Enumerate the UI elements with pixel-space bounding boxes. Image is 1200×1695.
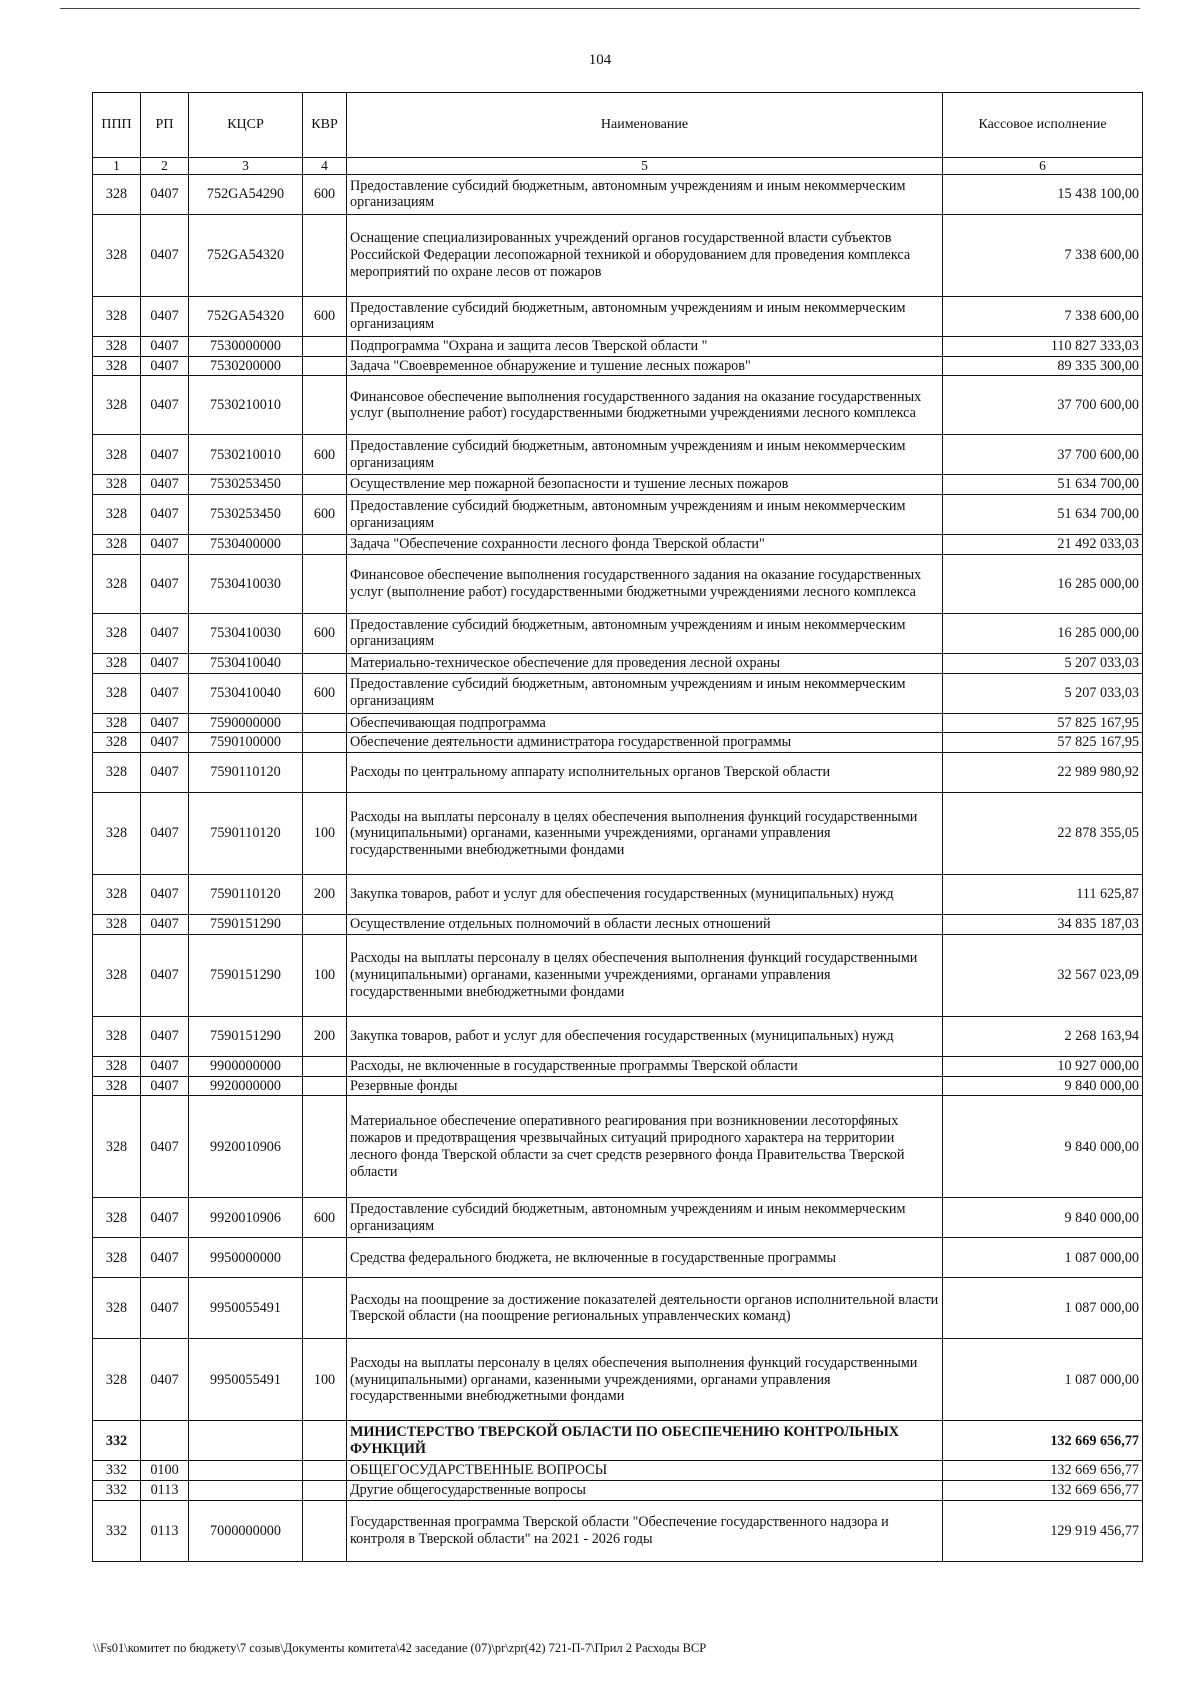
cell-kcsr bbox=[189, 1461, 303, 1481]
cell-kcsr: 7530253450 bbox=[189, 495, 303, 535]
cell-name: Расходы на выплаты персоналу в целях обеспечения выполнения функций государственными (муниципальными) органами, казенными учреждениями, органами управления государственными внебюджетными фондами bbox=[347, 1339, 943, 1421]
cell-kcsr: 9920000000 bbox=[189, 1076, 303, 1096]
cell-kcsr: 9900000000 bbox=[189, 1056, 303, 1076]
cell-name: Расходы на выплаты персоналу в целях обеспечения выполнения функций государственными (муниципальными) органами, казенными учреждениями, органами управления государственными внебюджетными фондами bbox=[347, 793, 943, 875]
cell-rp: 0407 bbox=[141, 554, 189, 613]
table-row bbox=[93, 753, 1143, 793]
table-row bbox=[93, 1461, 1143, 1481]
cell-amount: 132 669 656,77 bbox=[943, 1421, 1143, 1461]
cell-kvr bbox=[303, 1461, 347, 1481]
cell-kvr bbox=[303, 356, 347, 376]
cell-name: Предоставление субсидий бюджетным, автономным учреждениям и иным некоммерческим организациям bbox=[347, 296, 943, 336]
column-number: 4 bbox=[303, 158, 347, 175]
cell-ppp: 328 bbox=[93, 214, 141, 296]
cell-kcsr: 7590000000 bbox=[189, 713, 303, 733]
cell-rp: 0407 bbox=[141, 296, 189, 336]
cell-kvr: 600 bbox=[303, 1198, 347, 1238]
cell-kcsr: 7590151290 bbox=[189, 1016, 303, 1056]
cell-kcsr: 7530410040 bbox=[189, 653, 303, 673]
cell-name: Обеспечивающая подпрограмма bbox=[347, 713, 943, 733]
cell-rp bbox=[141, 1421, 189, 1461]
cell-ppp: 328 bbox=[93, 793, 141, 875]
cell-ppp: 328 bbox=[93, 554, 141, 613]
cell-rp: 0407 bbox=[141, 475, 189, 495]
cell-kcsr: 7000000000 bbox=[189, 1500, 303, 1561]
cell-name: Финансовое обеспечение выполнения государственного задания на оказание государственных услуг (выполнение работ) государственными бюджетными учреждениями лесного комплекса bbox=[347, 554, 943, 613]
cell-name: МИНИСТЕРСТВО ТВЕРСКОЙ ОБЛАСТИ ПО ОБЕСПЕЧЕНИЮ КОНТРОЛЬНЫХ ФУНКЦИЙ bbox=[347, 1421, 943, 1461]
cell-name: ОБЩЕГОСУДАРСТВЕННЫЕ ВОПРОСЫ bbox=[347, 1461, 943, 1481]
cell-amount: 57 825 167,95 bbox=[943, 733, 1143, 753]
cell-name: Финансовое обеспечение выполнения государственного задания на оказание государственных услуг (выполнение работ) государственными бюджетными учреждениями лесного комплекса bbox=[347, 376, 943, 435]
table-row bbox=[93, 554, 1143, 613]
cell-ppp: 328 bbox=[93, 653, 141, 673]
cell-kcsr: 7590100000 bbox=[189, 733, 303, 753]
cell-ppp: 328 bbox=[93, 1076, 141, 1096]
cell-name: Предоставление субсидий бюджетным, автономным учреждениям и иным некоммерческим организациям bbox=[347, 673, 943, 713]
footer-file-path: \\Fs01\комитет по бюджету\7 созыв\Документы комитета\42 заседание (07)\pr\zpr(42) 721-П-7\Прил 2 Расходы ВСР bbox=[93, 1641, 707, 1655]
table-row bbox=[93, 653, 1143, 673]
cell-kvr: 600 bbox=[303, 673, 347, 713]
cell-kvr bbox=[303, 1481, 347, 1501]
cell-name: Предоставление субсидий бюджетным, автономным учреждениям и иным некоммерческим организациям bbox=[347, 174, 943, 214]
cell-name: Предоставление субсидий бюджетным, автономным учреждениям и иным некоммерческим организациям bbox=[347, 1198, 943, 1238]
table-row bbox=[93, 174, 1143, 214]
cell-name: Другие общегосударственные вопросы bbox=[347, 1481, 943, 1501]
cell-kcsr: 9950055491 bbox=[189, 1278, 303, 1339]
cell-kcsr: 7590110120 bbox=[189, 793, 303, 875]
table-row bbox=[93, 934, 1143, 1016]
cell-kcsr: 7530200000 bbox=[189, 356, 303, 376]
cell-ppp: 328 bbox=[93, 753, 141, 793]
cell-amount: 5 207 033,03 bbox=[943, 673, 1143, 713]
cell-amount: 16 285 000,00 bbox=[943, 613, 1143, 653]
cell-kvr: 600 bbox=[303, 613, 347, 653]
table-row bbox=[93, 1056, 1143, 1076]
budget-table bbox=[92, 92, 1143, 1562]
cell-amount: 132 669 656,77 bbox=[943, 1461, 1143, 1481]
table-row bbox=[93, 214, 1143, 296]
cell-ppp: 328 bbox=[93, 376, 141, 435]
cell-name: Материально-техническое обеспечение для проведения лесной охраны bbox=[347, 653, 943, 673]
cell-amount: 9 840 000,00 bbox=[943, 1096, 1143, 1198]
column-numbers-row bbox=[93, 158, 1143, 175]
cell-amount: 15 438 100,00 bbox=[943, 174, 1143, 214]
header-rp: РП bbox=[141, 93, 189, 158]
column-number: 6 bbox=[943, 158, 1143, 175]
cell-rp: 0407 bbox=[141, 1056, 189, 1076]
table-row bbox=[93, 376, 1143, 435]
table-header-row bbox=[93, 93, 1143, 158]
cell-amount: 32 567 023,09 bbox=[943, 934, 1143, 1016]
cell-kvr: 200 bbox=[303, 1016, 347, 1056]
cell-amount: 1 087 000,00 bbox=[943, 1278, 1143, 1339]
cell-amount: 7 338 600,00 bbox=[943, 296, 1143, 336]
cell-rp: 0407 bbox=[141, 733, 189, 753]
cell-kcsr: 7530410040 bbox=[189, 673, 303, 713]
cell-kvr: 600 bbox=[303, 296, 347, 336]
cell-rp: 0407 bbox=[141, 875, 189, 915]
cell-rp: 0407 bbox=[141, 535, 189, 555]
cell-kcsr: 752GA54320 bbox=[189, 296, 303, 336]
cell-kcsr: 9920010906 bbox=[189, 1198, 303, 1238]
cell-kvr: 600 bbox=[303, 435, 347, 475]
cell-ppp: 328 bbox=[93, 934, 141, 1016]
cell-rp: 0407 bbox=[141, 1016, 189, 1056]
cell-name: Материальное обеспечение оперативного реагирования при возникновении лесоторфяных пожаров и предотвращения чрезвычайных ситуаций природного характера на территории лесного фонда Тверской области за счет средств резервного фонда Правительства Тверской области bbox=[347, 1096, 943, 1198]
cell-rp: 0407 bbox=[141, 753, 189, 793]
table-row bbox=[93, 1500, 1143, 1561]
table-row bbox=[93, 713, 1143, 733]
cell-rp: 0407 bbox=[141, 1096, 189, 1198]
cell-kvr bbox=[303, 1500, 347, 1561]
table-row bbox=[93, 1238, 1143, 1278]
table-row bbox=[93, 915, 1143, 935]
cell-ppp: 328 bbox=[93, 713, 141, 733]
cell-kvr bbox=[303, 535, 347, 555]
cell-amount: 10 927 000,00 bbox=[943, 1056, 1143, 1076]
cell-amount: 129 919 456,77 bbox=[943, 1500, 1143, 1561]
cell-rp: 0407 bbox=[141, 1198, 189, 1238]
table-row bbox=[93, 1096, 1143, 1198]
cell-amount: 132 669 656,77 bbox=[943, 1481, 1143, 1501]
cell-kcsr: 752GA54320 bbox=[189, 214, 303, 296]
header-name: Наименование bbox=[347, 93, 943, 158]
cell-rp: 0407 bbox=[141, 713, 189, 733]
cell-ppp: 328 bbox=[93, 296, 141, 336]
cell-amount: 57 825 167,95 bbox=[943, 713, 1143, 733]
cell-amount: 1 087 000,00 bbox=[943, 1238, 1143, 1278]
cell-ppp: 328 bbox=[93, 435, 141, 475]
table-row bbox=[93, 793, 1143, 875]
cell-ppp: 332 bbox=[93, 1421, 141, 1461]
cell-kcsr: 7530000000 bbox=[189, 336, 303, 356]
cell-kcsr: 7530210010 bbox=[189, 376, 303, 435]
table-row bbox=[93, 475, 1143, 495]
cell-amount: 89 335 300,00 bbox=[943, 356, 1143, 376]
cell-kcsr: 7590110120 bbox=[189, 875, 303, 915]
cell-name: Осуществление мер пожарной безопасности и тушение лесных пожаров bbox=[347, 475, 943, 495]
table-row bbox=[93, 1421, 1143, 1461]
cell-kvr bbox=[303, 713, 347, 733]
cell-amount: 34 835 187,03 bbox=[943, 915, 1143, 935]
cell-kvr bbox=[303, 336, 347, 356]
cell-amount: 37 700 600,00 bbox=[943, 435, 1143, 475]
cell-ppp: 328 bbox=[93, 174, 141, 214]
cell-name: Предоставление субсидий бюджетным, автономным учреждениям и иным некоммерческим организациям bbox=[347, 435, 943, 475]
cell-ppp: 328 bbox=[93, 733, 141, 753]
cell-name: Расходы, не включенные в государственные программы Тверской области bbox=[347, 1056, 943, 1076]
cell-name: Закупка товаров, работ и услуг для обеспечения государственных (муниципальных) нужд bbox=[347, 875, 943, 915]
table-row bbox=[93, 673, 1143, 713]
cell-amount: 7 338 600,00 bbox=[943, 214, 1143, 296]
cell-kcsr: 9950000000 bbox=[189, 1238, 303, 1278]
cell-rp: 0407 bbox=[141, 793, 189, 875]
cell-ppp: 328 bbox=[93, 1278, 141, 1339]
table-row bbox=[93, 613, 1143, 653]
table-row bbox=[93, 296, 1143, 336]
cell-ppp: 332 bbox=[93, 1500, 141, 1561]
table-row bbox=[93, 733, 1143, 753]
table-body bbox=[93, 174, 1143, 1561]
cell-amount: 51 634 700,00 bbox=[943, 495, 1143, 535]
cell-ppp: 328 bbox=[93, 1198, 141, 1238]
column-number: 3 bbox=[189, 158, 303, 175]
cell-kcsr: 7530410030 bbox=[189, 613, 303, 653]
cell-ppp: 328 bbox=[93, 356, 141, 376]
cell-kcsr bbox=[189, 1421, 303, 1461]
cell-ppp: 328 bbox=[93, 915, 141, 935]
cell-kvr bbox=[303, 1056, 347, 1076]
cell-rp: 0407 bbox=[141, 356, 189, 376]
cell-rp: 0407 bbox=[141, 1238, 189, 1278]
cell-name: Средства федерального бюджета, не включенные в государственные программы bbox=[347, 1238, 943, 1278]
cell-kcsr: 9950055491 bbox=[189, 1339, 303, 1421]
cell-rp: 0113 bbox=[141, 1500, 189, 1561]
cell-kvr: 100 bbox=[303, 1339, 347, 1421]
cell-rp: 0407 bbox=[141, 1339, 189, 1421]
cell-amount: 21 492 033,03 bbox=[943, 535, 1143, 555]
table-row bbox=[93, 336, 1143, 356]
table-row bbox=[93, 435, 1143, 475]
page-number: 104 bbox=[588, 52, 612, 68]
cell-kvr bbox=[303, 475, 347, 495]
table-row bbox=[93, 535, 1143, 555]
cell-rp: 0407 bbox=[141, 495, 189, 535]
cell-rp: 0407 bbox=[141, 915, 189, 935]
cell-name: Государственная программа Тверской области "Обеспечение государственного надзора и контроля в Тверской области" на 2021 - 2026 годы bbox=[347, 1500, 943, 1561]
cell-rp: 0113 bbox=[141, 1481, 189, 1501]
cell-ppp: 328 bbox=[93, 1238, 141, 1278]
cell-rp: 0407 bbox=[141, 934, 189, 1016]
table-row bbox=[93, 495, 1143, 535]
cell-name: Обеспечение деятельности администратора государственной программы bbox=[347, 733, 943, 753]
cell-amount: 16 285 000,00 bbox=[943, 554, 1143, 613]
cell-kvr bbox=[303, 1076, 347, 1096]
cell-kcsr: 9920010906 bbox=[189, 1096, 303, 1198]
table-row bbox=[93, 1278, 1143, 1339]
header-kcsr: КЦСР bbox=[189, 93, 303, 158]
column-number: 2 bbox=[141, 158, 189, 175]
header-ppp: ППП bbox=[93, 93, 141, 158]
cell-rp: 0100 bbox=[141, 1461, 189, 1481]
cell-kvr bbox=[303, 376, 347, 435]
cell-ppp: 328 bbox=[93, 1056, 141, 1076]
cell-name: Предоставление субсидий бюджетным, автономным учреждениям и иным некоммерческим организациям bbox=[347, 495, 943, 535]
cell-kcsr: 752GA54290 bbox=[189, 174, 303, 214]
cell-ppp: 328 bbox=[93, 475, 141, 495]
header-amount: Кассовое исполнение bbox=[943, 93, 1143, 158]
cell-kvr: 200 bbox=[303, 875, 347, 915]
cell-kcsr: 7530410030 bbox=[189, 554, 303, 613]
column-number: 1 bbox=[93, 158, 141, 175]
cell-ppp: 328 bbox=[93, 1016, 141, 1056]
table-row bbox=[93, 1016, 1143, 1056]
cell-kvr bbox=[303, 733, 347, 753]
cell-amount: 51 634 700,00 bbox=[943, 475, 1143, 495]
cell-amount: 111 625,87 bbox=[943, 875, 1143, 915]
table-row bbox=[93, 875, 1143, 915]
cell-rp: 0407 bbox=[141, 376, 189, 435]
cell-kvr: 100 bbox=[303, 793, 347, 875]
cell-kvr bbox=[303, 653, 347, 673]
table-row bbox=[93, 1481, 1143, 1501]
cell-rp: 0407 bbox=[141, 613, 189, 653]
cell-rp: 0407 bbox=[141, 174, 189, 214]
cell-name: Осуществление отдельных полномочий в области лесных отношений bbox=[347, 915, 943, 935]
cell-name: Оснащение специализированных учреждений органов государственной власти субъектов Российской Федерации лесопожарной техникой и оборудованием для проведения комплекса мероприятий по охране лесов от пожаров bbox=[347, 214, 943, 296]
cell-kvr bbox=[303, 753, 347, 793]
cell-ppp: 332 bbox=[93, 1481, 141, 1501]
cell-amount: 5 207 033,03 bbox=[943, 653, 1143, 673]
cell-amount: 1 087 000,00 bbox=[943, 1339, 1143, 1421]
table-row bbox=[93, 1076, 1143, 1096]
header-kvr: КВР bbox=[303, 93, 347, 158]
table-row bbox=[93, 1198, 1143, 1238]
cell-ppp: 328 bbox=[93, 613, 141, 653]
cell-kcsr bbox=[189, 1481, 303, 1501]
page-top-line bbox=[60, 8, 1140, 9]
cell-kcsr: 7590110120 bbox=[189, 753, 303, 793]
cell-kvr bbox=[303, 214, 347, 296]
cell-amount: 37 700 600,00 bbox=[943, 376, 1143, 435]
cell-kvr bbox=[303, 1278, 347, 1339]
table-row bbox=[93, 356, 1143, 376]
cell-name: Расходы на выплаты персоналу в целях обеспечения выполнения функций государственными (муниципальными) органами, казенными учреждениями, органами управления государственными внебюджетными фондами bbox=[347, 934, 943, 1016]
cell-kvr: 600 bbox=[303, 495, 347, 535]
cell-rp: 0407 bbox=[141, 1278, 189, 1339]
cell-kvr bbox=[303, 1238, 347, 1278]
cell-ppp: 328 bbox=[93, 336, 141, 356]
cell-ppp: 328 bbox=[93, 535, 141, 555]
cell-ppp: 328 bbox=[93, 495, 141, 535]
cell-rp: 0407 bbox=[141, 336, 189, 356]
cell-kvr bbox=[303, 554, 347, 613]
cell-amount: 110 827 333,03 bbox=[943, 336, 1143, 356]
cell-kvr bbox=[303, 1421, 347, 1461]
cell-kcsr: 7590151290 bbox=[189, 934, 303, 1016]
cell-amount: 9 840 000,00 bbox=[943, 1198, 1143, 1238]
cell-kcsr: 7530253450 bbox=[189, 475, 303, 495]
cell-name: Предоставление субсидий бюджетным, автономным учреждениям и иным некоммерческим организациям bbox=[347, 613, 943, 653]
cell-rp: 0407 bbox=[141, 435, 189, 475]
cell-amount: 9 840 000,00 bbox=[943, 1076, 1143, 1096]
cell-name: Резервные фонды bbox=[347, 1076, 943, 1096]
cell-name: Подпрограмма "Охрана и защита лесов Тверской области " bbox=[347, 336, 943, 356]
cell-ppp: 328 bbox=[93, 875, 141, 915]
cell-ppp: 332 bbox=[93, 1461, 141, 1481]
cell-name: Задача "Обеспечение сохранности лесного фонда Тверской области" bbox=[347, 535, 943, 555]
cell-amount: 2 268 163,94 bbox=[943, 1016, 1143, 1056]
cell-kvr bbox=[303, 1096, 347, 1198]
cell-ppp: 328 bbox=[93, 1096, 141, 1198]
cell-rp: 0407 bbox=[141, 1076, 189, 1096]
cell-ppp: 328 bbox=[93, 1339, 141, 1421]
cell-name: Задача "Своевременное обнаружение и тушение лесных пожаров" bbox=[347, 356, 943, 376]
cell-name: Закупка товаров, работ и услуг для обеспечения государственных (муниципальных) нужд bbox=[347, 1016, 943, 1056]
cell-kcsr: 7590151290 bbox=[189, 915, 303, 935]
cell-kvr: 100 bbox=[303, 934, 347, 1016]
cell-kcsr: 7530210010 bbox=[189, 435, 303, 475]
cell-rp: 0407 bbox=[141, 653, 189, 673]
cell-name: Расходы на поощрение за достижение показателей деятельности органов исполнительной власти Тверской области (на поощрение региональных управленческих команд) bbox=[347, 1278, 943, 1339]
cell-kcsr: 7530400000 bbox=[189, 535, 303, 555]
cell-kvr bbox=[303, 915, 347, 935]
cell-ppp: 328 bbox=[93, 673, 141, 713]
table-row bbox=[93, 1339, 1143, 1421]
column-number: 5 bbox=[347, 158, 943, 175]
cell-rp: 0407 bbox=[141, 673, 189, 713]
cell-amount: 22 878 355,05 bbox=[943, 793, 1143, 875]
cell-rp: 0407 bbox=[141, 214, 189, 296]
cell-kvr: 600 bbox=[303, 174, 347, 214]
cell-amount: 22 989 980,92 bbox=[943, 753, 1143, 793]
cell-name: Расходы по центральному аппарату исполнительных органов Тверской области bbox=[347, 753, 943, 793]
